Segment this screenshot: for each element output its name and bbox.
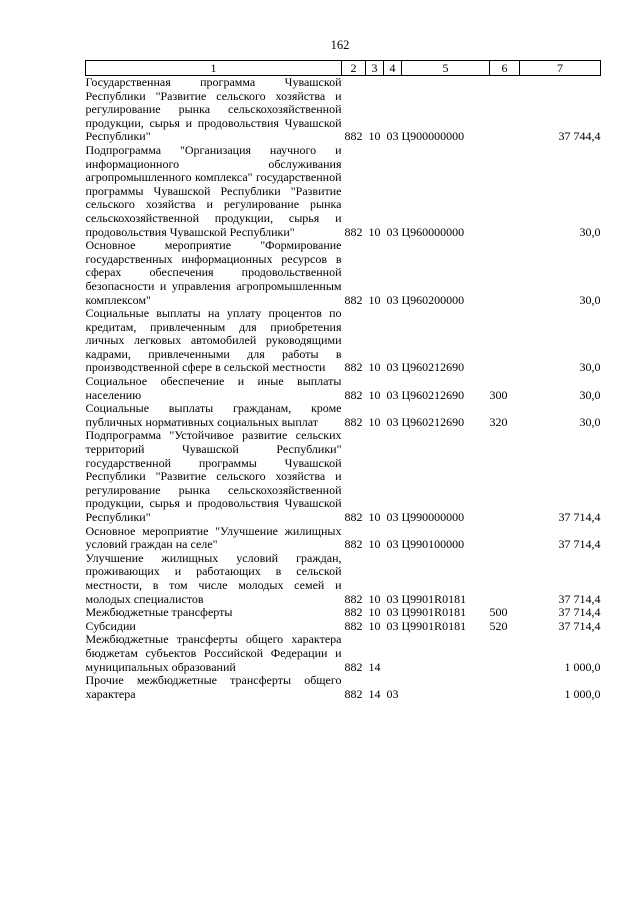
row-section-cell: 10 bbox=[368, 591, 381, 606]
row-subsection-cell: 03 bbox=[386, 129, 399, 144]
row-amount-cell: 37 744,4 bbox=[558, 129, 601, 144]
row-target-article-cell: Ц960200000 bbox=[401, 292, 465, 307]
row-amount-cell: 37 714,4 bbox=[558, 510, 601, 524]
table-row bbox=[86, 606, 601, 620]
row-target-article-cell: Ц9901R0181 bbox=[401, 591, 467, 606]
column-header-3: 3 bbox=[366, 61, 384, 76]
row-expense-type-cell bbox=[490, 76, 520, 144]
row-expense-type-cell bbox=[490, 429, 520, 524]
row-target-article-cell: Ц990100000 bbox=[401, 537, 465, 552]
row-amount-cell: 30,0 bbox=[579, 387, 601, 402]
table-row bbox=[86, 525, 601, 552]
table-row bbox=[86, 144, 601, 239]
row-name-cell: Основное мероприятие "Улучшение жилищных условий граждан на селе" bbox=[85, 523, 342, 552]
table-row bbox=[86, 429, 601, 524]
row-amount-cell: 1 000,0 bbox=[564, 686, 601, 701]
row-name-cell: Социальные выплаты на уплату процентов по кредитам, привлеченным для приобретения личных легковых автомобилей руководящими кадрами, привлеченными для работы в производственной сфере в сельской местности bbox=[85, 306, 342, 375]
row-section-cell: 10 bbox=[368, 129, 381, 144]
row-amount-cell: 30,0 bbox=[579, 224, 601, 239]
row-subsection-cell: 03 bbox=[386, 591, 399, 606]
row-amount-cell: 30,0 bbox=[579, 360, 601, 375]
row-subsection-cell: 03 bbox=[386, 360, 399, 375]
column-header-6: 6 bbox=[490, 61, 520, 76]
row-subsection-cell: 03 bbox=[386, 618, 399, 633]
row-expense-type-cell bbox=[490, 525, 520, 552]
row-target-article-cell: Ц960212690 bbox=[401, 414, 465, 429]
row-target-article-cell: Ц960212690 bbox=[401, 360, 465, 375]
row-subsection-cell: 03 bbox=[386, 510, 399, 524]
column-header-4: 4 bbox=[384, 61, 402, 76]
column-header-7: 7 bbox=[520, 61, 601, 76]
row-code-cell: 882 bbox=[344, 605, 363, 620]
row-section-cell: 10 bbox=[368, 605, 381, 620]
row-code-cell: 882 bbox=[344, 618, 363, 633]
row-target-article-cell: Ц960212690 bbox=[401, 387, 465, 402]
row-section-cell: 10 bbox=[368, 414, 381, 429]
row-target-article-cell bbox=[402, 674, 490, 701]
row-expense-type-cell bbox=[490, 633, 520, 674]
row-expense-type-cell bbox=[490, 552, 520, 606]
row-code-cell: 882 bbox=[344, 292, 363, 307]
row-amount-cell: 30,0 bbox=[579, 292, 601, 307]
row-expense-type-cell: 320 bbox=[489, 414, 508, 429]
row-subsection-cell: 03 bbox=[386, 537, 399, 552]
column-header-1: 1 bbox=[86, 61, 342, 76]
row-target-article-cell: Ц9901R0181 bbox=[401, 605, 467, 620]
row-subsection-cell: 03 bbox=[386, 387, 399, 402]
row-expense-type-cell bbox=[490, 307, 520, 375]
row-subsection-cell: 03 bbox=[386, 414, 399, 429]
row-target-article-cell bbox=[402, 633, 490, 674]
row-subsection-cell bbox=[384, 633, 402, 674]
row-code-cell: 882 bbox=[344, 360, 363, 375]
table-row bbox=[86, 620, 601, 634]
row-name-cell: Субсидии bbox=[85, 618, 136, 633]
table-row bbox=[86, 239, 601, 307]
column-header-5: 5 bbox=[402, 61, 490, 76]
row-amount-cell: 37 714,4 bbox=[558, 591, 601, 606]
row-section-cell: 10 bbox=[368, 387, 381, 402]
row-section-cell: 10 bbox=[368, 292, 381, 307]
row-name-cell: Подпрограмма "Устойчивое развитие сельских территорий Чувашской Республики" государственной программы Чувашской Республики "Развитие сельского хозяйства и регулирование рынка сельскохозяйственной продукции, сырья и продовольствия Чувашской Республики" bbox=[85, 428, 342, 524]
row-amount-cell: 37 714,4 bbox=[558, 537, 601, 552]
row-expense-type-cell: 300 bbox=[489, 387, 508, 402]
row-name-cell: Основное мероприятие "Формирование государственных информационных ресурсов в сферах обеспечения продовольственной безопасности и управления агропромышленным комплексом" bbox=[85, 238, 342, 307]
row-amount-cell: 1 000,0 bbox=[564, 659, 601, 674]
table-row bbox=[86, 76, 601, 144]
row-section-cell: 14 bbox=[368, 659, 381, 674]
row-code-cell: 882 bbox=[344, 659, 363, 674]
row-section-cell: 10 bbox=[368, 360, 381, 375]
row-expense-type-cell: 500 bbox=[489, 605, 508, 620]
row-amount-cell: 30,0 bbox=[579, 414, 601, 429]
row-code-cell: 882 bbox=[344, 414, 363, 429]
row-subsection-cell: 03 bbox=[386, 292, 399, 307]
table-row bbox=[86, 375, 601, 402]
row-code-cell: 882 bbox=[344, 537, 363, 552]
table-row bbox=[86, 402, 601, 429]
table-row bbox=[86, 307, 601, 375]
row-name-cell: Межбюджетные трансферты bbox=[85, 605, 233, 620]
row-code-cell: 882 bbox=[344, 387, 363, 402]
column-header-2: 2 bbox=[342, 61, 366, 76]
row-target-article-cell: Ц990000000 bbox=[401, 510, 465, 524]
row-target-article-cell: Ц900000000 bbox=[401, 129, 465, 144]
row-section-cell: 10 bbox=[368, 618, 381, 633]
row-code-cell: 882 bbox=[344, 510, 363, 524]
row-name-cell: Прочие межбюджетные трансферты общего характера bbox=[85, 673, 342, 701]
row-target-article-cell: Ц9901R0181 bbox=[401, 618, 467, 633]
row-subsection-cell: 03 bbox=[386, 224, 399, 239]
row-section-cell: 10 bbox=[368, 537, 381, 552]
row-expense-type-cell bbox=[490, 239, 520, 307]
row-name-cell: Улучшение жилищных условий граждан, проживающих и работающих в сельской местности, в том числе молодых семей и молодых специалистов bbox=[85, 550, 342, 606]
row-expense-type-cell bbox=[490, 674, 520, 701]
row-target-article-cell: Ц960000000 bbox=[401, 224, 465, 239]
row-name-cell: Подпрограмма "Организация научного и информационного обслуживания агропромышленного комплекса" государственной программы Чувашской Республики "Развитие сельского хозяйства и регулирование рынка сельскохозяйственной продукции, сырья и продовольствия Чувашской Республики" bbox=[85, 142, 342, 239]
table-row bbox=[86, 552, 601, 606]
row-amount-cell: 37 714,4 bbox=[558, 605, 601, 620]
row-code-cell: 882 bbox=[344, 129, 363, 144]
row-code-cell: 882 bbox=[344, 591, 363, 606]
row-section-cell: 10 bbox=[368, 224, 381, 239]
row-name-cell: Социальное обеспечение и иные выплаты населению bbox=[85, 374, 342, 402]
row-name-cell: Межбюджетные трансферты общего характера бюджетам субъектов Российской Федерации и муниципальных образований bbox=[85, 632, 342, 674]
row-expense-type-cell bbox=[490, 144, 520, 239]
table-row bbox=[86, 633, 601, 674]
row-name-cell: Государственная программа Чувашской Республики "Развитие сельского хозяйства и регулирование рынка сельскохозяйственной продукции, сырья и продовольствия Чувашской Республики" bbox=[85, 75, 342, 144]
row-expense-type-cell: 520 bbox=[489, 618, 508, 633]
table-body bbox=[86, 76, 601, 702]
row-code-cell: 882 bbox=[344, 686, 363, 701]
row-section-cell: 10 bbox=[368, 510, 381, 524]
row-amount-cell: 37 714,4 bbox=[558, 618, 601, 633]
table-row bbox=[86, 674, 601, 701]
row-section-cell: 14 bbox=[368, 686, 381, 701]
row-name-cell: Социальные выплаты гражданам, кроме публичных нормативных социальных выплат bbox=[85, 401, 342, 429]
budget-table bbox=[85, 60, 601, 701]
row-subsection-cell: 03 bbox=[386, 686, 399, 701]
row-subsection-cell: 03 bbox=[386, 605, 399, 620]
row-code-cell: 882 bbox=[344, 224, 363, 239]
page-number: 162 bbox=[330, 38, 350, 52]
table-header-row bbox=[86, 61, 601, 76]
